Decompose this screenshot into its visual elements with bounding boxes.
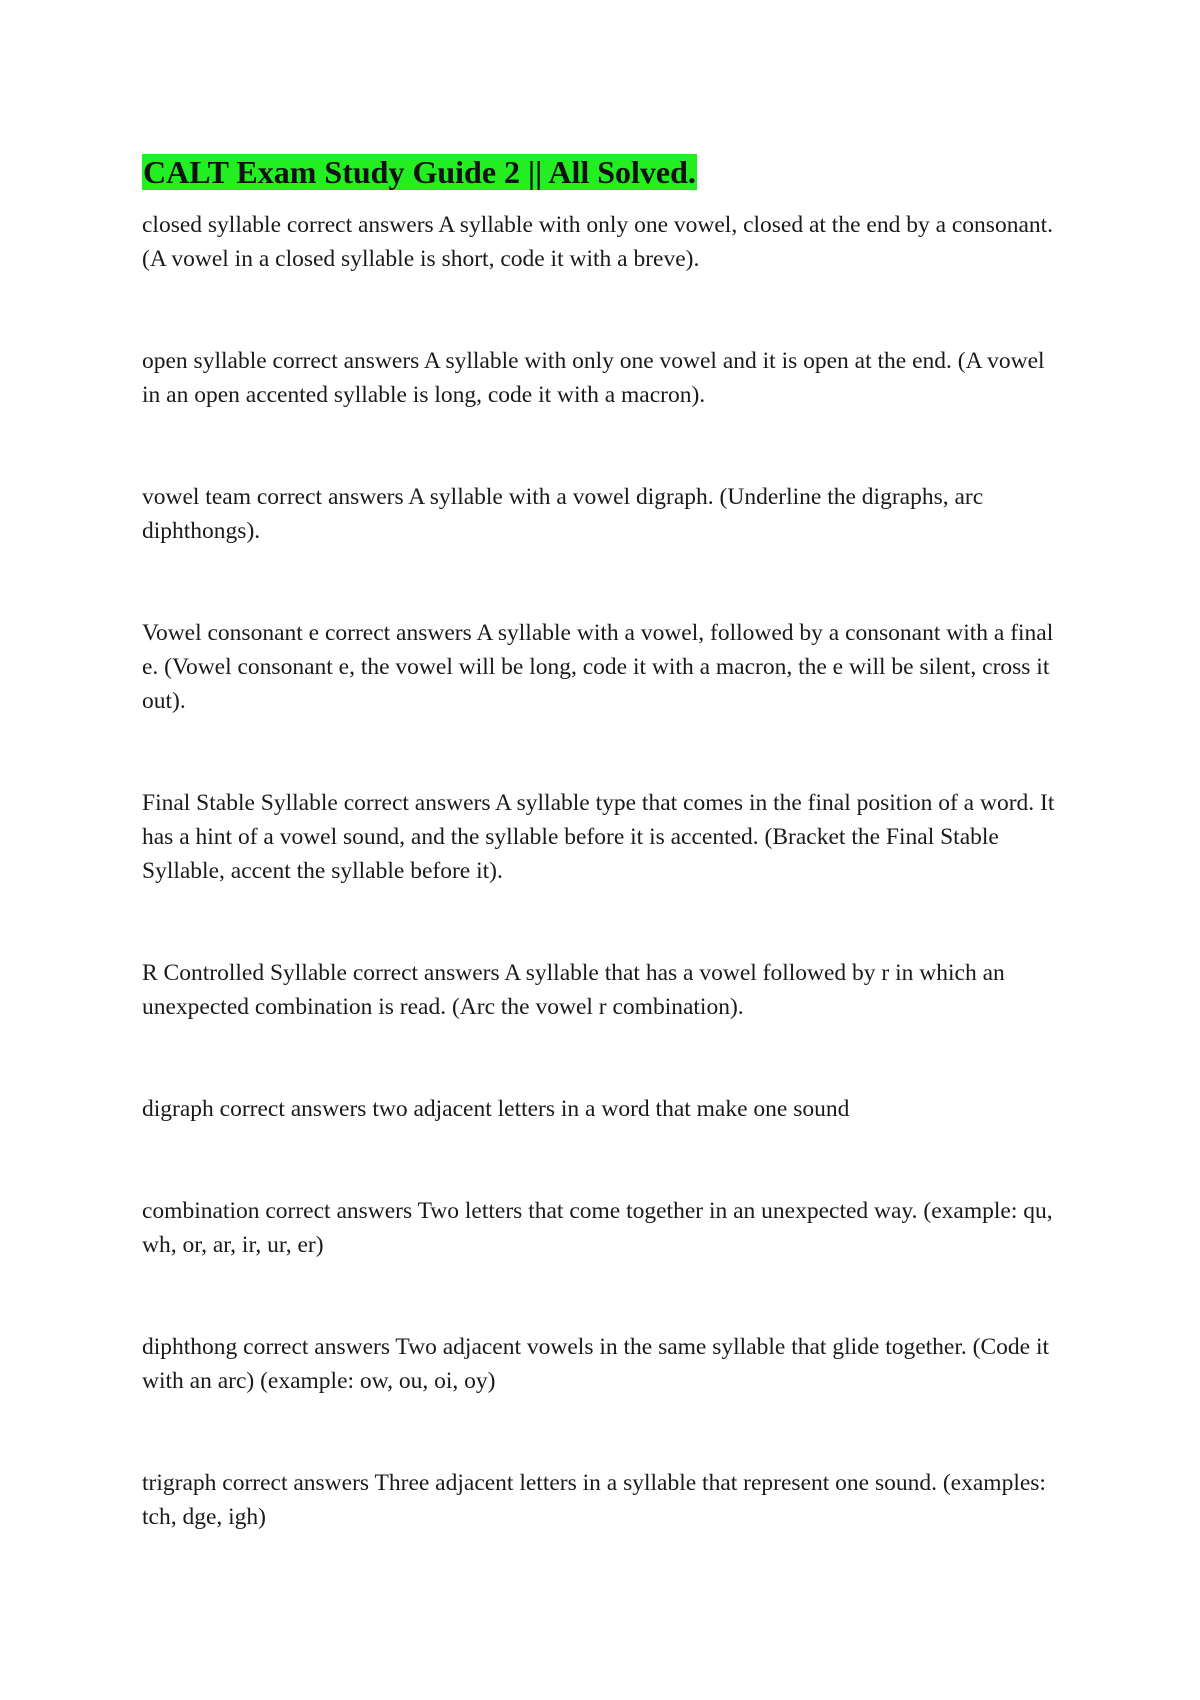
entry-closed-syllable: closed syllable correct answers A syllable with only one vowel, closed at the end by a consonant. (A vowel in a closed syllable is short, code it with a breve).	[142, 212, 1054, 272]
entry-trigraph: trigraph correct answers Three adjacent letters in a syllable that represent one sound. (examples: tch, dge, igh)	[142, 1470, 1046, 1530]
entry-digraph: digraph correct answers two adjacent letters in a word that make one sound	[142, 1096, 850, 1122]
entry-open-syllable: open syllable correct answers A syllable with only one vowel and it is open at the end. (A vowel in an open accented syllable is long, code it with a macron).	[142, 348, 1045, 408]
entry-combination: combination correct answers Two letters that come together in an unexpected way. (example: qu, wh, or, ar, ir, ur, er)	[142, 1198, 1053, 1258]
document-title-text: CALT Exam Study Guide 2 || All Solved.	[143, 154, 696, 190]
entry-r-controlled-syllable: R Controlled Syllable correct answers A syllable that has a vowel followed by r in which an unexpected combination is read. (Arc the vowel r combination).	[142, 960, 1005, 1020]
entry-diphthong: diphthong correct answers Two adjacent vowels in the same syllable that glide together. (Code it with an arc) (example: ow, ou, oi, oy)	[142, 1334, 1049, 1394]
document-content	[142, 150, 1062, 1602]
document-title	[142, 150, 1062, 194]
entry-vowel-team: vowel team correct answers A syllable with a vowel digraph. (Underline the digraphs, arc diphthongs).	[142, 484, 984, 544]
entry-final-stable-syllable: Final Stable Syllable correct answers A syllable type that comes in the final position of a word. It has a hint of a vowel sound, and the syllable before it is accented. (Bracket the Final Stable Syllable, accent the syllable before it).	[142, 790, 1055, 884]
entry-vowel-consonant-e: Vowel consonant e correct answers A syllable with a vowel, followed by a consonant with a final e. (Vowel consonant e, the vowel will be long, code it with a macron, the e will be silent, cross it out).	[142, 620, 1054, 714]
